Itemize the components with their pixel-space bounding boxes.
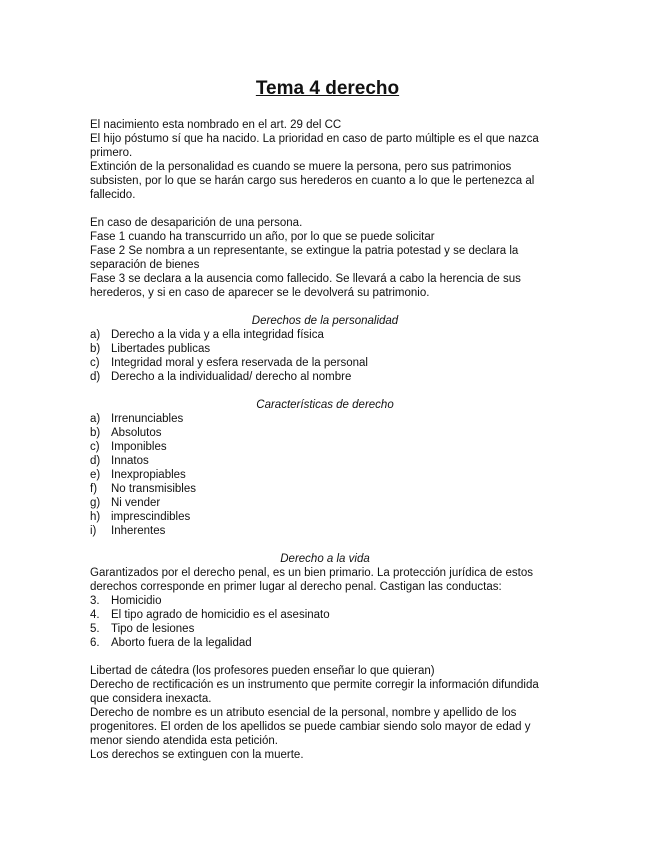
list-marker: b) — [90, 427, 101, 439]
list-text: No transmisibles — [111, 483, 196, 495]
list-text: Tipo de lesiones — [111, 623, 195, 635]
list-marker: i) — [90, 525, 97, 537]
list-text: Libertades publicas — [111, 343, 211, 355]
final-section — [90, 664, 560, 762]
list-text: Derecho a la vida y a ella integridad física — [111, 329, 324, 341]
list-item — [90, 594, 330, 608]
list-marker: a) — [90, 329, 101, 341]
list-item — [90, 342, 368, 356]
list-item — [90, 496, 196, 510]
list-item — [90, 524, 196, 538]
list-item — [90, 426, 196, 440]
final-paragraph: Derecho de rectificación es un instrumento que permite corregir la información difundida que considera inexacta. — [90, 679, 539, 705]
list-text: Irrenunciables — [111, 413, 184, 425]
list-text: Homicidio — [111, 595, 162, 607]
list-item — [90, 356, 368, 370]
list-marker: d) — [90, 371, 101, 383]
list-text: imprescindibles — [111, 511, 191, 523]
list-marker: h) — [90, 511, 101, 523]
list-item — [90, 370, 368, 384]
list-marker: a) — [90, 413, 101, 425]
list-item — [90, 622, 330, 636]
list-text: El tipo agrado de homicidio es el asesinato — [111, 609, 330, 621]
list-marker: b) — [90, 343, 101, 355]
list-text: Inherentes — [111, 525, 166, 537]
personalidad-list — [90, 328, 368, 384]
list-text: Aborto fuera de la legalidad — [111, 637, 252, 649]
list-item — [90, 636, 330, 650]
list-marker: c) — [90, 441, 100, 453]
list-marker: 4. — [90, 609, 100, 621]
caracteristicas-heading: Características de derecho — [256, 399, 394, 411]
vida-list — [90, 594, 330, 650]
list-item — [90, 454, 196, 468]
final-paragraph: Libertad de cátedra (los profesores pueden enseñar lo que quieran) — [90, 665, 435, 677]
list-marker: c) — [90, 357, 100, 369]
list-text: Absolutos — [111, 427, 162, 439]
intro-paragraph: El nacimiento esta nombrado en el art. 29 del CC — [90, 119, 342, 131]
desaparicion-paragraph: En caso de desaparición de una persona. — [90, 217, 303, 229]
list-marker: f) — [90, 483, 98, 495]
final-paragraph: Los derechos se extinguen con la muerte. — [90, 749, 304, 761]
desaparicion-paragraph: Fase 3 se declara a la ausencia como fallecido. Se llevará a cabo la herencia de sus herederos, y si en caso de aparecer se le devolverá su patrimonio. — [90, 273, 521, 299]
list-item — [90, 468, 196, 482]
vida-paragraph: Garantizados por el derecho penal, es un bien primario. La protección jurídica de estos derechos corresponde en primer lugar al derecho penal. Castigan las conductas: — [90, 567, 534, 593]
list-text: Inexpropiables — [111, 469, 186, 481]
caracteristicas-list — [90, 412, 196, 538]
intro-paragraph: Extinción de la personalidad es cuando se muere la persona, pero sus patrimonios subsisten, por lo que se harán cargo sus herederos en cuanto a lo que le pertenezca al fallecido. — [90, 161, 535, 201]
list-item — [90, 510, 196, 524]
list-marker: 5. — [90, 623, 100, 635]
desaparicion-paragraph: Fase 2 Se nombra a un representante, se extingue la patria potestad y se declara la separación de bienes — [90, 245, 519, 271]
list-marker: e) — [90, 469, 101, 481]
list-text: Integridad moral y esfera reservada de la personal — [111, 357, 368, 369]
list-text: Innatos — [111, 455, 149, 467]
list-item — [90, 608, 330, 622]
final-paragraph: Derecho de nombre es un atributo esencial de la personal, nombre y apellido de los progenitores. El orden de los apellidos se puede cambiar siendo solo mayor de edad y menor siendo atendida esta petición. — [90, 707, 531, 747]
list-text: Ni vender — [111, 497, 161, 509]
personalidad-heading: Derechos de la personalidad — [251, 315, 399, 327]
list-marker: 3. — [90, 595, 100, 607]
desaparicion-paragraph: Fase 1 cuando ha transcurrido un año, por lo que se puede solicitar — [90, 231, 435, 243]
list-marker: d) — [90, 455, 101, 467]
intro-section — [90, 118, 560, 202]
vida-heading: Derecho a la vida — [280, 553, 370, 565]
list-item — [90, 440, 196, 454]
list-text: Derecho a la individualidad/ derecho al nombre — [111, 371, 352, 383]
intro-paragraph: El hijo póstumo sí que ha nacido. La prioridad en caso de parto múltiple es el que nazca primero. — [90, 133, 539, 159]
list-text: Imponibles — [111, 441, 167, 453]
list-item — [90, 328, 368, 342]
list-marker: g) — [90, 497, 101, 509]
desaparicion-section — [90, 216, 560, 300]
list-item — [90, 482, 196, 496]
list-item — [90, 412, 196, 426]
list-marker: 6. — [90, 637, 100, 649]
page-title: Tema 4 derecho — [255, 78, 400, 99]
